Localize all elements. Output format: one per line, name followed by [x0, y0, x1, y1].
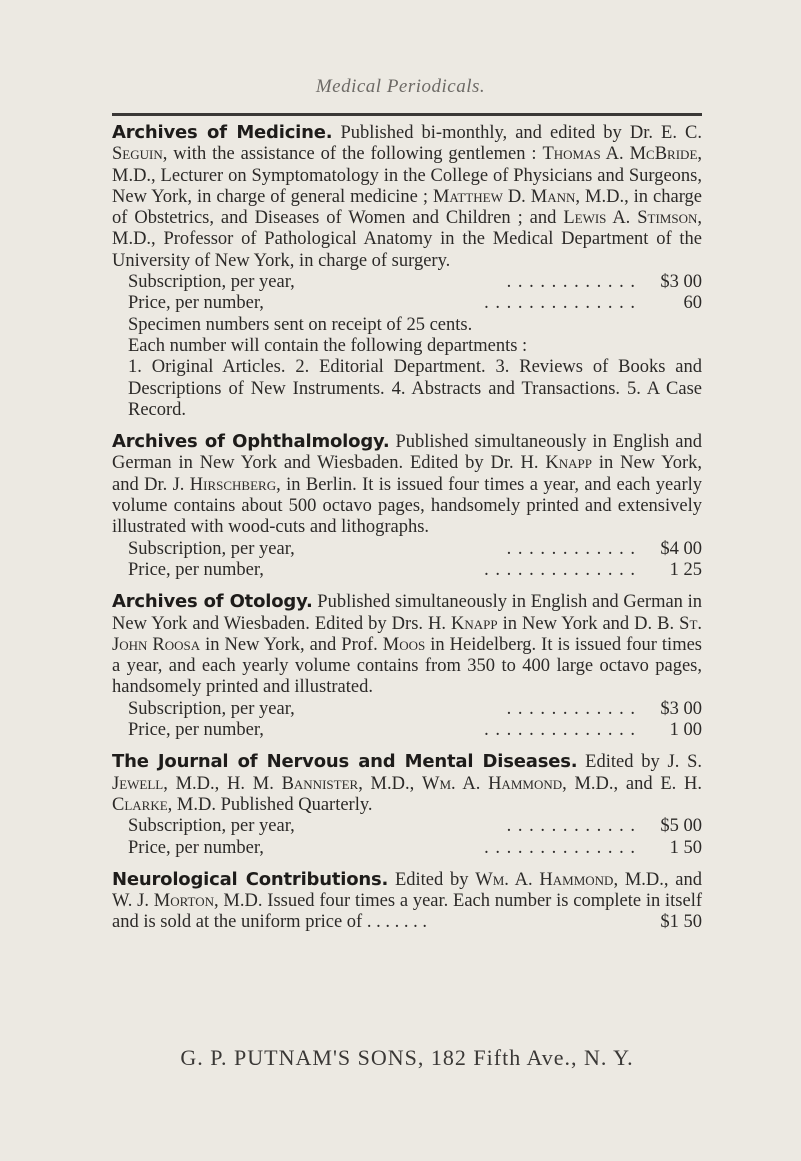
number-price: 60	[683, 293, 702, 314]
subscription-price-line: Subscription, per year, . . . . . . . . . . . . $3 00	[128, 698, 702, 719]
entry-description: Archives of Otology. Published simultaneously in English and German in New York and Wiesbaden. Edited by Drs. H. Knapp in New York and D. B. St. John Roosa in New York, and Prof. Moos in Heidelberg. It is issued four times a year, and each yearly volume contains from 350 to 400 large octavo pages, handsomely printed and illustrated.	[112, 591, 703, 698]
periodical-title: Archives of Otology.	[112, 591, 313, 613]
number-price: 1 25	[669, 559, 702, 580]
page-content	[112, 122, 702, 944]
periodical-entry-journal-nervous-mental-diseases	[112, 751, 702, 858]
number-price: 1 00	[669, 720, 702, 741]
editor-name: Bannister	[281, 773, 359, 794]
entry-note: 1. Original Articles. 2. Editorial Department. 3. Reviews of Books and Descriptions of New Instruments. 4. Abstracts and Transactions. 5. A Case Record.	[128, 357, 702, 420]
entry-description: Archives of Medicine. Published bi-monthly, and edited by Dr. E. C. Seguin, with the assistance of the following gentlemen : Thomas A. McBride, M.D., Lecturer on Symptomatology in the College of Physicians and Surgeons, New York, in charge of general medicine ; Matthew D. Mann, M.D., in charge of Obstetrics, and Diseases of Women and Children ; and Lewis A. Stimson, M.D., Professor of Pathological Anatomy in the Medical Department of the University of New York, in charge of surgery.	[112, 122, 703, 271]
number-price-line: Price, per number, . . . . . . . . . . . . . . 60	[128, 293, 702, 314]
editor-name: Matthew D. Mann	[432, 186, 576, 207]
running-head: Medical Periodicals.	[315, 76, 486, 97]
entry-note: Specimen numbers sent on receipt of 25 cents.	[128, 314, 473, 335]
periodical-title: The Journal of Nervous and Mental Diseases.	[112, 751, 578, 773]
editor-name: Knapp	[451, 613, 498, 634]
editor-name: Wm. A. Hammond	[421, 773, 563, 794]
periodical-title: Archives of Ophthalmology.	[112, 431, 390, 453]
periodical-entry-archives-of-medicine	[112, 122, 702, 421]
header-rule	[112, 113, 702, 116]
editor-name: Moos	[382, 634, 426, 655]
subscription-price-line: Subscription, per year, . . . . . . . . . . . . $4 00	[128, 538, 702, 559]
editor-name: Jewell	[112, 773, 164, 794]
final-price: $1 50	[660, 912, 702, 933]
editor-name: St. John Roosa	[112, 613, 703, 655]
entry-description: Neurological Contributions. Edited by Wm. A. Hammond, M.D., and W. J. Morton, M.D. Issued four times a year. Each number is complete in itself and is sold at the uniform price of . . . . . . . $1 50	[112, 868, 702, 933]
editor-name: Hirschberg	[189, 474, 277, 495]
subscription-price-line: Subscription, per year, . . . . . . . . . . . . $3 00	[128, 272, 702, 293]
editor-name: Morton	[153, 891, 215, 912]
editor-name: Clarke	[112, 794, 168, 815]
periodical-entry-neurological-contributions	[112, 869, 702, 934]
periodical-entry-archives-of-otology	[112, 591, 702, 741]
number-price-line: Price, per number, . . . . . . . . . . . . . . 1 25	[128, 559, 702, 580]
periodical-title: Neurological Contributions.	[112, 868, 389, 890]
periodical-title: Archives of Medicine.	[112, 122, 333, 143]
periodical-entry-archives-of-ophthalmology	[112, 431, 702, 581]
subscription-price: $4 00	[660, 538, 702, 559]
editor-name: Knapp	[545, 453, 592, 474]
number-price-line: Price, per number, . . . . . . . . . . . . . . 1 00	[128, 720, 702, 741]
entry-note: Each number will contain the following departments :	[128, 335, 528, 356]
entry-description: The Journal of Nervous and Mental Diseases. Edited by J. S. Jewell, M.D., H. M. Bannister, M.D., Wm. A. Hammond, M.D., and E. H. Clarke, M.D. Published Quarterly.	[112, 751, 703, 815]
subscription-price: $3 00	[660, 272, 702, 293]
subscription-price: $3 00	[660, 698, 702, 719]
editor-name: Thomas A. McBride	[542, 144, 698, 165]
editor-name: Wm. A. Hammond	[475, 869, 614, 890]
publisher-footer: G. P. PUTNAM'S SONS, 182 Fifth Ave., N. Y.	[180, 1045, 634, 1070]
editor-name: Seguin	[112, 144, 163, 165]
editor-name: Lewis A. Stimson	[563, 208, 698, 229]
subscription-price-line: Subscription, per year, . . . . . . . . . . . . $5 00	[128, 816, 702, 837]
number-price-line: Price, per number, . . . . . . . . . . . . . . 1 50	[128, 837, 702, 858]
subscription-price: $5 00	[660, 816, 702, 837]
entry-description: Archives of Ophthalmology. Published simultaneously in English and German in New York and Wiesbaden. Edited by Dr. H. Knapp in New York, and Dr. J. Hirschberg, in Berlin. It is issued four times a year, and each yearly volume contains about 500 octavo pages, handsomely printed and extensively illustrated with wood-cuts and lithographs.	[112, 431, 703, 538]
number-price: 1 50	[669, 837, 702, 858]
